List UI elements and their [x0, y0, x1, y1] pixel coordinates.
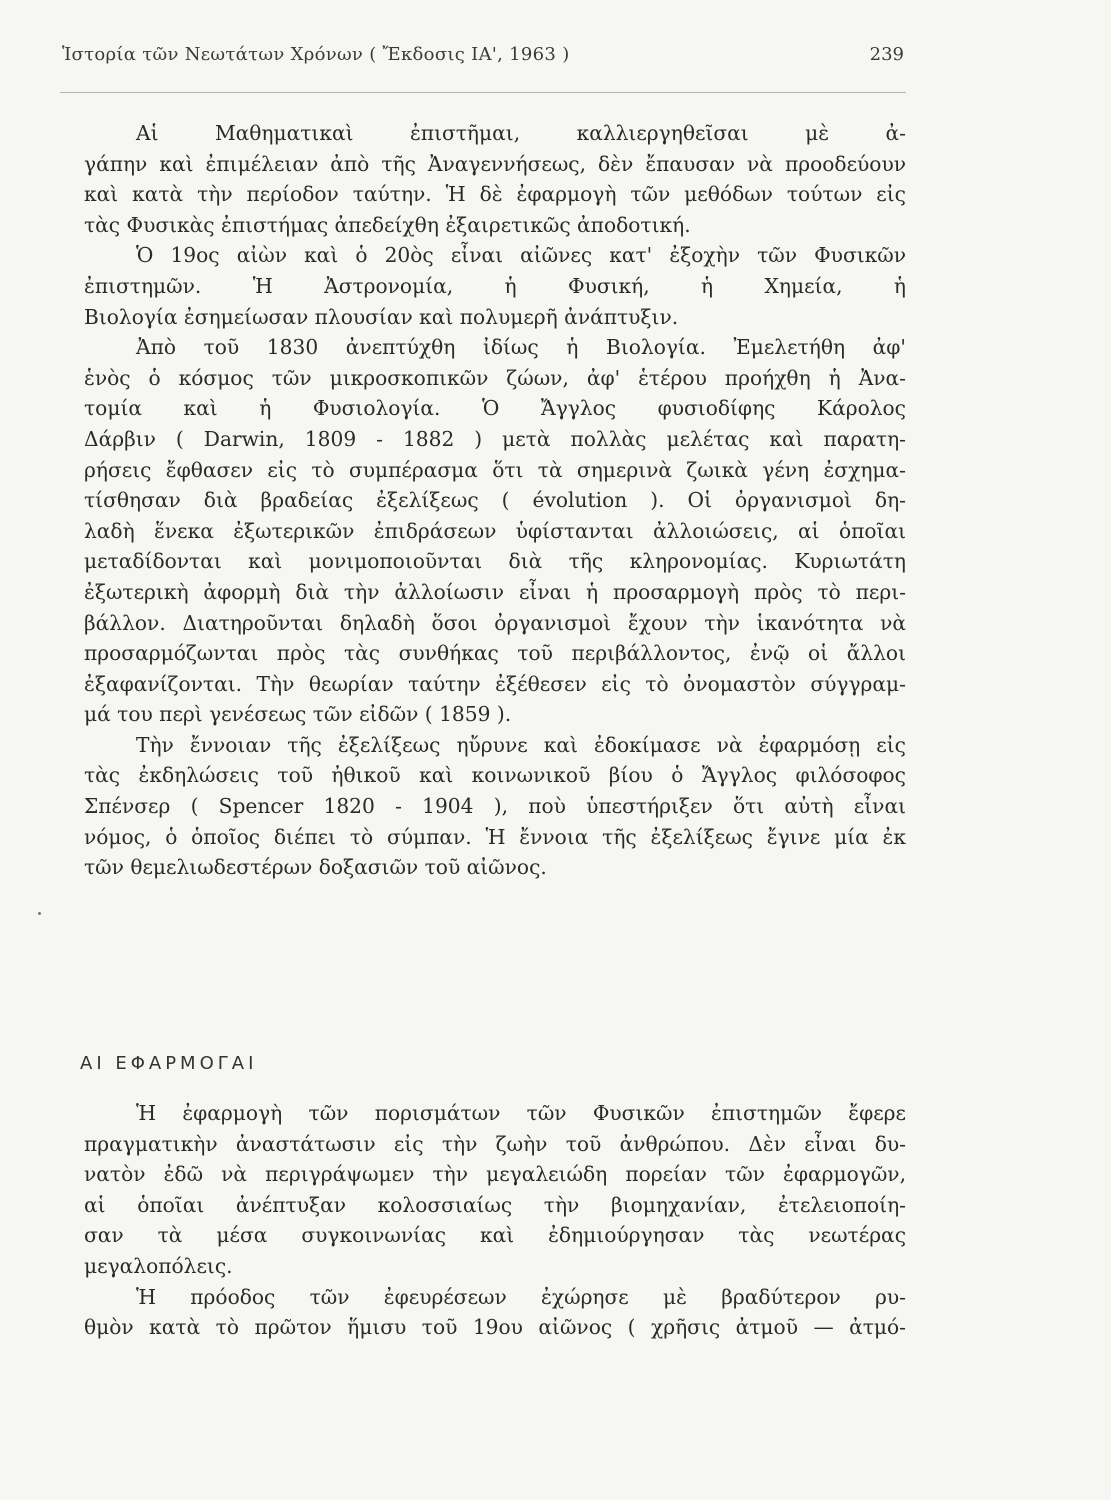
text-line: ἐξωτερικὴ ἀφορμὴ διὰ τὴν ἀλλοίωσιν εἶναι ἡ προσαρμογὴ πρὸς τὸ περι-: [84, 579, 906, 604]
text-line: τὰς Φυσικὰς ἐπιστήμας ἀπεδείχθη ἐξαιρετικῶς ἀποδοτική.: [84, 212, 691, 237]
text-line: μεγαλοπόλεις.: [84, 1253, 233, 1278]
text-line: γάπην καὶ ἐπιμέλειαν ἀπὸ τῆς Ἀναγεννήσεως, δὲν ἔπαυσαν νὰ προοδεύουν: [84, 151, 906, 176]
text-line: Σπένσερ ( Spencer 1820 - 1904 ), ποὺ ὑπεστήριξεν ὅτι αὐτὴ εἶναι: [84, 794, 906, 819]
section-heading: ΑΙ ΕΦΑΡΜΟΓΑΙ: [80, 1053, 258, 1074]
text-line: λαδὴ ἕνεκα ἐξωτερικῶν ἐπιδράσεων ὑφίστανται ἀλλοιώσεις, αἱ ὁποῖαι: [84, 518, 906, 543]
text-line: Ἡ ἐφαρμογὴ τῶν πορισμάτων τῶν Φυσικῶν ἐπιστημῶν ἔφερε: [136, 1101, 906, 1125]
page-number: 239: [869, 44, 904, 65]
text-line: αἱ ὁποῖαι ἀνέπτυξαν κολοσσιαίως τὴν βιομηχανίαν, ἐτελειοποίη-: [84, 1192, 906, 1217]
section-text: [84, 1098, 906, 1343]
text-line: ἐπιστημῶν. Ἡ Ἀστρονομία, ἡ Φυσική, ἡ Χημεία, ἡ: [84, 273, 906, 298]
main-text: [84, 118, 906, 883]
text-line: προσαρμόζωνται πρὸς τὰς συνθήκας τοῦ περιβάλλοντος, ἐνῷ οἱ ἄλλοι: [84, 641, 906, 666]
text-line: Αἱ Μαθηματικαὶ ἐπιστῆμαι, καλλιεργηθεῖσαι μὲ ἀ-: [136, 121, 906, 145]
text-line: ρήσεις ἔφθασεν εἰς τὸ συμπέρασμα ὅτι τὰ σημερινὰ ζωικὰ γένη ἐσχημα-: [84, 457, 906, 482]
text-line: σαν τὰ μέσα συγκοινωνίας καὶ ἐδημιούργησαν τὰς νεωτέρας: [84, 1223, 906, 1248]
text-line: ἑνὸς ὁ κόσμος τῶν μικροσκοπικῶν ζώων, ἀφ' ἑτέρου προήχθη ἡ Ἀνα-: [84, 365, 906, 390]
paper-speck: [38, 912, 41, 915]
text-line: θμὸν κατὰ τὸ πρῶτον ἥμισυ τοῦ 19ου αἰῶνος ( χρῆσις ἀτμοῦ — ἀτμό-: [84, 1315, 906, 1340]
text-line: Ἀπὸ τοῦ 1830 ἀνεπτύχθη ἰδίως ἡ Βιολογία. Ἐμελετήθη ἀφ': [136, 335, 906, 360]
text-line: τομία καὶ ἡ Φυσιολογία. Ὁ Ἄγγλος φυσιοδίφης Κάρολος: [84, 396, 906, 421]
running-title: Ἱστορία τῶν Νεωτάτων Χρόνων ( Ἔκδοσις ΙΑ', 1963 ): [62, 44, 570, 65]
text-line: ἐξαφανίζονται. Τὴν θεωρίαν ταύτην ἐξέθεσεν εἰς τὸ ὀνομαστὸν σύγγραμ-: [84, 671, 906, 696]
text-line: πραγματικὴν ἀναστάτωσιν εἰς τὴν ζωὴν τοῦ ἀνθρώπου. Δὲν εἶναι δυ-: [84, 1131, 906, 1156]
text-line: τὰς ἐκδηλώσεις τοῦ ἠθικοῦ καὶ κοινωνικοῦ βίου ὁ Ἄγγλος φιλόσοφος: [84, 763, 906, 788]
text-line: μεταδίδονται καὶ μονιμοποιοῦνται διὰ τῆς κληρονομίας. Κυριωτάτη: [84, 549, 906, 574]
text-line: Τὴν ἔννοιαν τῆς ἐξελίξεως ηὔρυνε καὶ ἐδοκίμασε νὰ ἐφαρμόσῃ εἰς: [136, 732, 906, 757]
text-line: Δάρβιν ( Darwin, 1809 - 1882 ) μετὰ πολλὰς μελέτας καὶ παρατη-: [84, 426, 906, 451]
header-rule: [60, 92, 906, 93]
text-line: βάλλον. Διατηροῦνται δηλαδὴ ὅσοι ὀργανισμοὶ ἔχουν τὴν ἱκανότητα νὰ: [84, 610, 906, 635]
text-line: Ὁ 19ος αἰὼν καὶ ὁ 20ὸς εἶναι αἰῶνες κατ' ἐξοχὴν τῶν Φυσικῶν: [136, 243, 906, 268]
text-line: νόμος, ὁ ὁποῖος διέπει τὸ σύμπαν. Ἡ ἔννοια τῆς ἐξελίξεως ἔγινε μία ἐκ: [84, 824, 906, 849]
text-line: Ἡ πρόοδος τῶν ἐφευρέσεων ἐχώρησε μὲ βραδύτερον ρυ-: [136, 1284, 906, 1309]
text-line: νατὸν ἐδῶ νὰ περιγράψωμεν τὴν μεγαλειώδη πορείαν τῶν ἐφαρμογῶν,: [84, 1162, 906, 1187]
text-line: μά του περὶ γενέσεως τῶν εἰδῶν ( 1859 ).: [84, 702, 512, 727]
text-line: καὶ κατὰ τὴν περίοδον ταύτην. Ἡ δὲ ἐφαρμογὴ τῶν μεθόδων τούτων εἰς: [84, 182, 906, 207]
text-line: τίσθησαν διὰ βραδείας ἐξελίξεως ( évolution ). Οἱ ὀργανισμοὶ δη-: [84, 488, 906, 513]
text-line: τῶν θεμελιωδεστέρων δοξασιῶν τοῦ αἰῶνος.: [84, 855, 547, 880]
text-line: Βιολογία ἐσημείωσαν πλουσίαν καὶ πολυμερῆ ἀνάπτυξιν.: [84, 304, 679, 329]
